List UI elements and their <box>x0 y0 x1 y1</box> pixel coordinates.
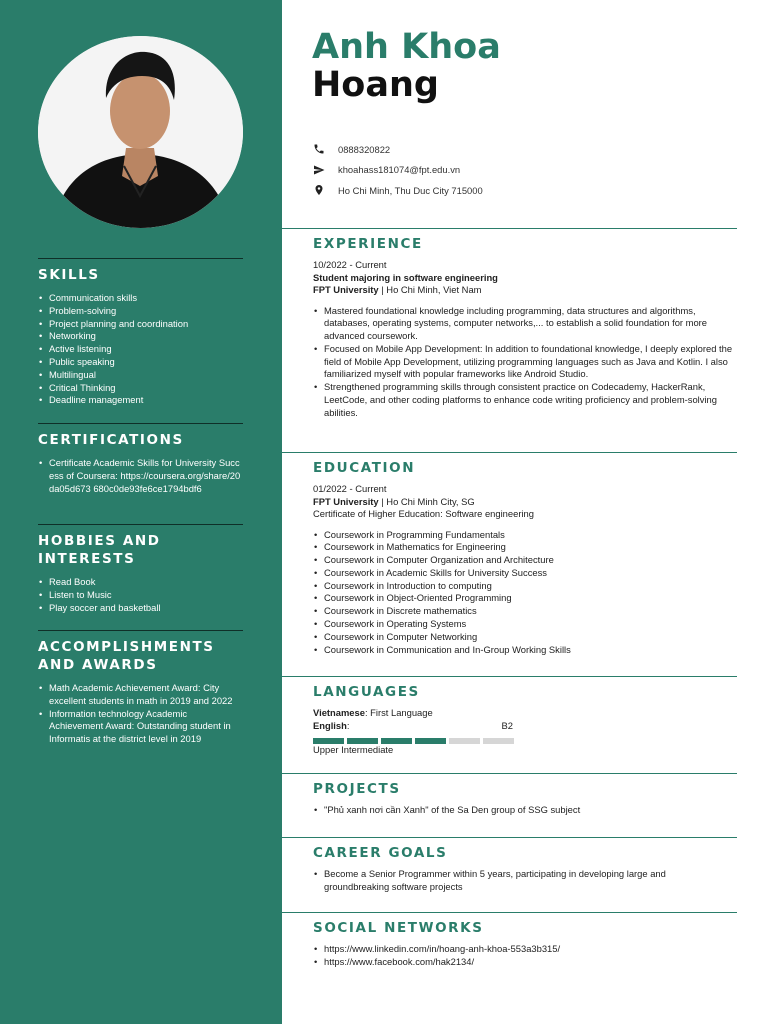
language-en-label: English <box>313 719 347 731</box>
list-item: • Public speaking <box>38 356 243 369</box>
experience-org: FPT University <box>313 284 379 295</box>
career-title: CAREER GOALS <box>313 845 448 861</box>
language-en-code: B2 <box>501 719 513 731</box>
social-list <box>313 943 737 969</box>
list-item: • Become a Senior Programmer within 5 years, participating in developing large and groundbreaking software projects <box>313 868 733 894</box>
list-item: • Active listening <box>38 343 243 356</box>
education-org: FPT University <box>313 495 379 507</box>
experience-location: | Ho Chi Minh, Viet Nam <box>378 284 482 295</box>
list-item: • Math Academic Achievement Award: City excellent students in math in 2019 and 2022 <box>38 682 243 708</box>
send-icon <box>312 163 326 177</box>
language-vi-level: : First Language <box>364 707 433 718</box>
social-link-linkedin[interactable]: • https://www.linkedin.com/in/hoang-anh-khoa-553a3b315/ <box>313 943 737 956</box>
hobbies-section <box>38 524 243 614</box>
hobbies-list <box>38 576 243 614</box>
career-section <box>282 837 737 894</box>
accomplishments-section <box>38 630 243 746</box>
contact-email <box>312 160 483 181</box>
avatar <box>38 36 243 228</box>
list-item: • Certificate Academic Skills for University Success of Coursera: https://coursera.org/share/20da05d673 680c0de93fe6ce1794bdf6 <box>38 457 243 495</box>
phone-icon <box>312 142 326 156</box>
list-item: • Critical Thinking <box>38 382 243 395</box>
level-segment <box>449 738 480 744</box>
contact-address <box>312 180 483 201</box>
list-item: • Coursework in Communication and In-Group Working Skills <box>313 644 737 657</box>
list-item: • Coursework in Mathematics for Engineering <box>313 541 737 554</box>
list-item: • Read Book <box>38 576 243 589</box>
education-location: | Ho Chi Minh City, SG <box>378 495 475 507</box>
projects-title: PROJECTS <box>313 781 401 797</box>
education-title: EDUCATION <box>313 460 416 476</box>
projects-section <box>282 773 737 817</box>
list-item: • Play soccer and basketball <box>38 602 243 615</box>
list-item: • Listen to Music <box>38 589 243 602</box>
profile-photo <box>38 36 243 228</box>
list-item: • Multilingual <box>38 369 243 382</box>
projects-list <box>313 804 737 817</box>
list-item: • Coursework in Discrete mathematics <box>313 605 737 618</box>
skills-section <box>38 258 243 407</box>
contact-block <box>312 139 483 201</box>
level-segment <box>483 738 514 744</box>
first-name: Anh Khoa <box>312 27 501 67</box>
level-segment <box>415 738 446 744</box>
experience-role: Student majoring in software engineering <box>313 271 498 283</box>
list-item: • Problem-solving <box>38 305 243 318</box>
certifications-title: CERTIFICATIONS <box>38 432 184 448</box>
language-vietnamese <box>313 707 737 720</box>
education-degree: Certificate of Higher Education: Software engineering <box>313 508 534 519</box>
career-list <box>313 868 733 894</box>
education-org-line <box>313 496 737 509</box>
list-item: • Focused on Mobile App Development: In addition to foundational knowledge, I deeply explored the field of Mobile App Development, utilizing programming languages such as Java and Kotlin. I also familiarized myself with popular frameworks like Android Studio. <box>313 343 737 381</box>
list-item: • "Phủ xanh nơi cần Xanh" of the Sa Den group of SSG subject <box>313 804 737 817</box>
list-item: • Information technology Academic Achievement Award: Outstanding student in Informatis at the district level in 2019 <box>38 708 243 746</box>
experience-section <box>282 228 737 420</box>
page-title <box>312 28 501 104</box>
accomplishments-list <box>38 682 243 746</box>
list-item: • Coursework in Introduction to computing <box>313 580 737 593</box>
language-vi-label: Vietnamese <box>313 707 365 718</box>
language-english <box>313 720 513 733</box>
language-en-level: Upper Intermediate <box>313 744 394 755</box>
language-en-colon: : <box>346 719 350 731</box>
list-item: • Coursework in Computer Networking <box>313 631 737 644</box>
list-item: • Coursework in Object-Oriented Programming <box>313 592 737 605</box>
certifications-section <box>38 423 243 495</box>
address: Ho Chi Minh, Thu Duc City 715000 <box>338 184 483 196</box>
education-list <box>313 529 737 657</box>
skills-list <box>38 292 243 407</box>
phone-number[interactable]: 0888320822 <box>338 143 391 155</box>
list-item: • Coursework in Operating Systems <box>313 618 737 631</box>
list-item: • Mastered foundational knowledge including programming, data structures and algorithms, databases, operating systems, computer networks,... to establish a solid foundation for more advanced coursework. <box>313 305 737 343</box>
social-section <box>282 912 737 969</box>
education-date: 01/2022 - Current <box>313 483 387 494</box>
education-section <box>282 452 737 656</box>
experience-title: EXPERIENCE <box>313 236 423 252</box>
experience-org-line <box>313 284 737 297</box>
list-item: • Project planning and coordination <box>38 318 243 331</box>
last-name: Hoang <box>312 65 439 105</box>
certifications-list <box>38 457 243 495</box>
hobbies-title: HOBBIES AND INTERESTS <box>38 533 161 567</box>
location-pin-icon <box>312 183 326 197</box>
experience-date: 10/2022 - Current <box>313 259 387 270</box>
list-item: • Coursework in Academic Skills for University Success <box>313 567 737 580</box>
social-link-facebook[interactable]: • https://www.facebook.com/hak2134/ <box>313 956 737 969</box>
languages-title: LANGUAGES <box>313 684 420 700</box>
list-item: • Coursework in Computer Organization and Architecture <box>313 554 737 567</box>
skills-title: SKILLS <box>38 267 100 283</box>
accomplishments-title: ACCOMPLISHMENTS AND AWARDS <box>38 639 215 673</box>
sidebar <box>0 0 282 1024</box>
list-item: • Coursework in Programming Fundamentals <box>313 529 737 542</box>
list-item: • Communication skills <box>38 292 243 305</box>
languages-section <box>282 676 737 757</box>
list-item: • Deadline management <box>38 394 243 407</box>
list-item: • Strengthened programming skills through consistent practice on Codecademy, HackerRank, LeetCode, and other coding platforms to enhance code writing proficiency and problem-solving abilities. <box>313 381 737 419</box>
experience-list <box>313 305 737 420</box>
contact-phone <box>312 139 483 160</box>
list-item: • Networking <box>38 330 243 343</box>
email-address[interactable]: khoahass181074@fpt.edu.vn <box>338 164 461 176</box>
social-title: SOCIAL NETWORKS <box>313 920 484 936</box>
